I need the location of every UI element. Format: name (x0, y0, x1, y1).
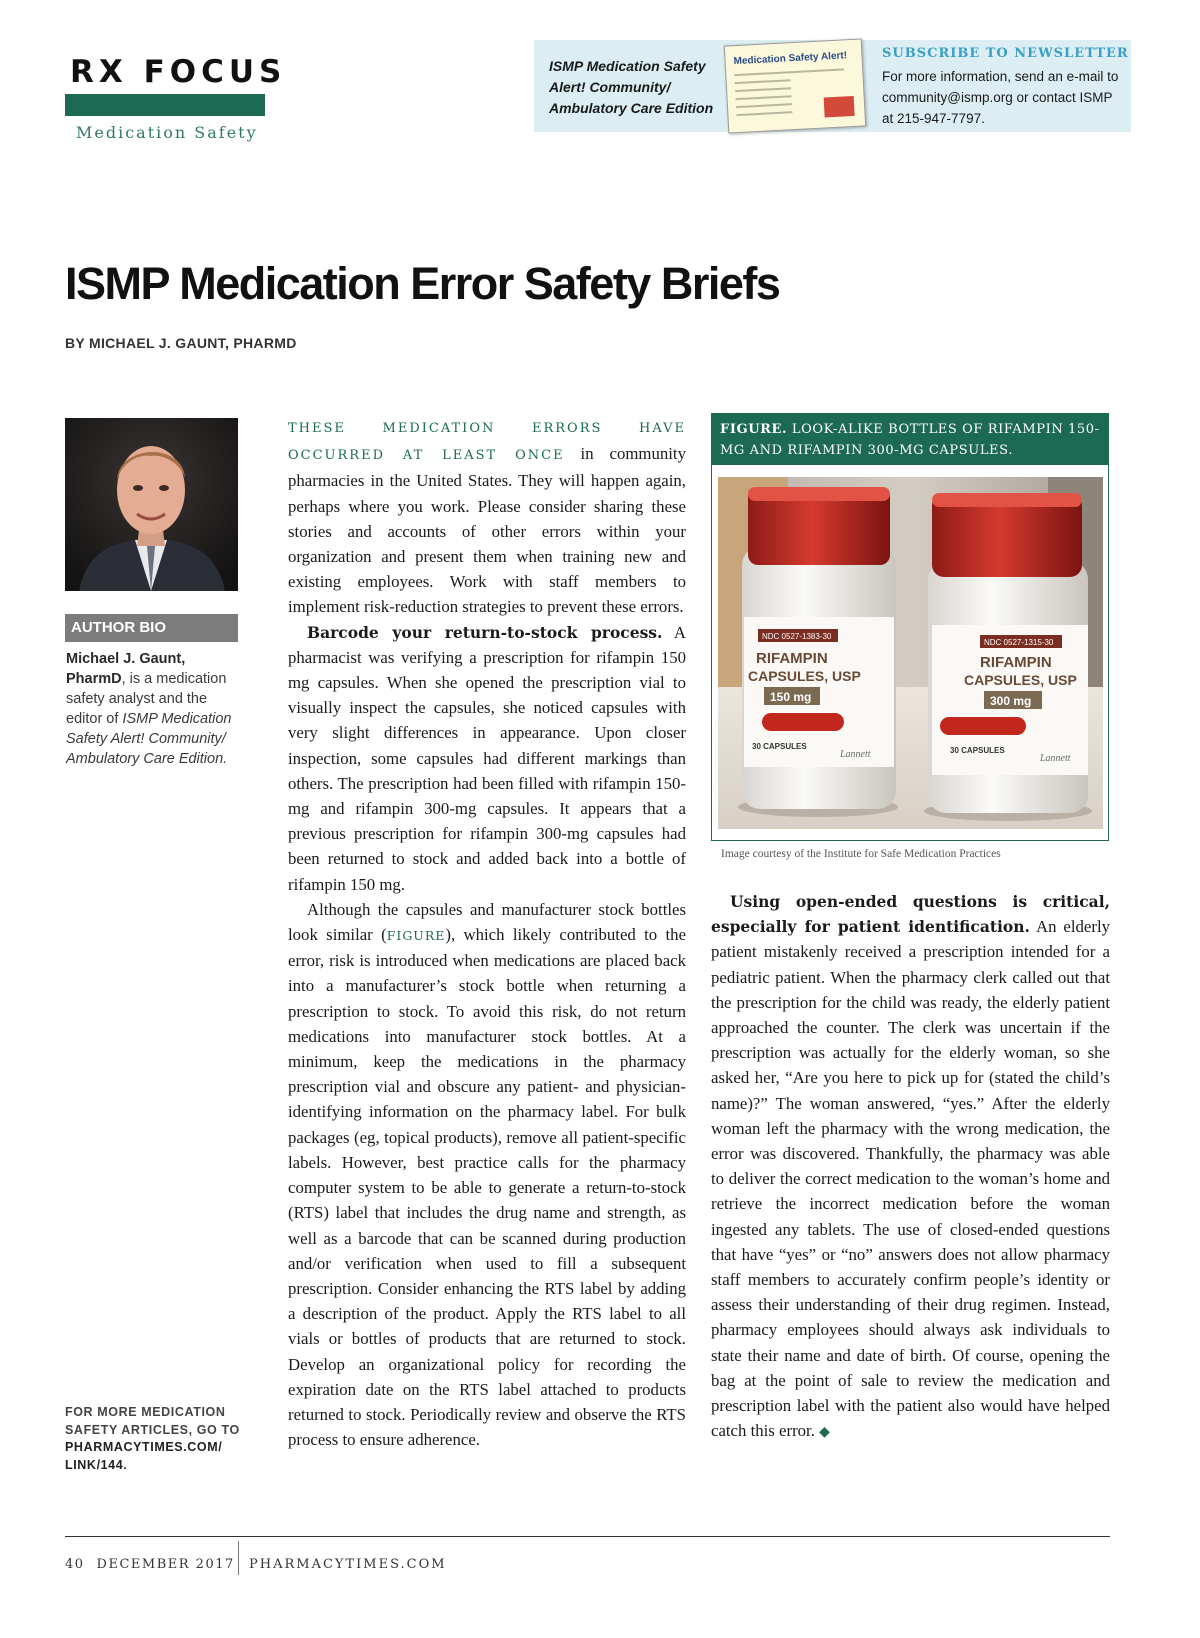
svg-text:300 mg: 300 mg (990, 694, 1032, 708)
barcode-paragraph: Barcode your return-to-stock process. A pharmacist was verifying a prescription for rifampin 150 mg capsules. When she opened the prescription vial to visually inspect the capsules, she noticed capsules with very slight differences in appearance. Upon closer inspection, some capsules had different markings than others. The prescription had been filled with rifampin 150-mg and rifampin 300-mg capsules. It appears that a previous prescription for rifampin 300-mg capsules had been returned to stock and added back into a bottle of rifampin 150 mg. (288, 622, 687, 894)
intro-lead-caps: THESE MEDICATION ERRORS HAVE OCCURRED AT LEAST ONCE (288, 421, 686, 464)
svg-text:30 CAPSULES: 30 CAPSULES (950, 746, 1005, 755)
issue-date: DECEMBER 2017 (96, 1557, 235, 1572)
article-column-1 (288, 414, 686, 1452)
byline: BY MICHAEL J. GAUNT, PHARMD (65, 335, 297, 351)
barcode-subhead: Barcode your return-to-stock process. (307, 622, 663, 642)
promo-title: ISMP Medication Safety Alert! Community/ Ambulatory Care Edition (549, 58, 714, 116)
figure-caption: FIGURE. LOOK-ALIKE BOTTLES OF RIFAMPIN 150-MG AND RIFAMPIN 300-MG CAPSULES. (712, 414, 1108, 465)
newsletter-promo (534, 40, 1131, 132)
section-subtitle: Medication Safety (76, 123, 258, 142)
author-bio-heading: AUTHOR BIO (65, 614, 238, 642)
svg-text:CAPSULES, USP: CAPSULES, USP (964, 672, 1077, 688)
thumbnail-title: Medication Safety Alert! (733, 50, 848, 68)
svg-text:RIFAMPIN: RIFAMPIN (980, 654, 1052, 671)
intro-paragraph: THESE MEDICATION ERRORS HAVE OCCURRED AT LEAST ONCE in community pharmacies in the United States. They will happen again, perhaps where you work. Please consider sharing these stories and accounts of other errors within your organization and present them when training new and existing employees. Work with staff members to implement risk-reduction strategies to prevent these errors. (288, 421, 686, 617)
svg-text:CAPSULES, USP: CAPSULES, USP (748, 668, 861, 684)
subscribe-text: For more information, send an e-mail to community@ismp.org or contact ISMP at 215-947-7797. (882, 69, 1119, 126)
subscribe-heading: SUBSCRIBE TO NEWSLETTER (882, 46, 1129, 61)
page-number: 40 (65, 1557, 85, 1572)
footer-issue (65, 1557, 235, 1572)
footer-divider (238, 1541, 239, 1575)
publication-name: ISMP Medication Safety Alert! Community/ Ambulatory Care Edition. (66, 711, 232, 767)
end-mark-icon: ◆ (819, 1425, 830, 1441)
newsletter-thumbnail (724, 38, 866, 133)
bottle-300mg (924, 493, 1092, 821)
svg-text:30 CAPSULES: 30 CAPSULES (752, 742, 807, 751)
image-credit: Image courtesy of the Institute for Safe Medication Practices (721, 848, 1001, 860)
figure (711, 413, 1109, 841)
section-label: RX FOCUS (70, 54, 287, 90)
article-title: ISMP Medication Error Safety Briefs (65, 258, 780, 309)
rts-paragraph: Although the capsules and manufacturer stock bottles look similar (FIGURE), which likely contributed to the error, risk is introduced when medications are placed back into a manufacturer’s stock bottle when returning a prescription to stock. To avoid this risk, do not return medications into manufacturer stock bottles. At a minimum, keep the medications in the pharmacy prescription vial and obscure any patient- and physician-identifying information on the pharmacy label. For bulk packages (eg, topical products), remove all patient-specific labels. However, best practice calls for the pharmacy computer system to be able to generate a return-to-stock (RTS) label that includes the drug name and strength, as well as a barcode that can be scanned during production and/or verification when used to fill a subsequent prescription. Consider enhancing the RTS label by adding a description of the product. Apply the RTS label to all vials or bottles of products that are returned to stock. Develop an organizational policy for recording the expiration date on the RTS label attached to products returned to stock. Periodically review and observe the RTS process to ensure adherence. (288, 899, 687, 1450)
footer-rule (65, 1536, 1110, 1537)
author-photo (65, 418, 238, 591)
article-column-2 (711, 889, 1110, 1445)
svg-text:Lannett: Lannett (840, 749, 871, 760)
svg-text:RIFAMPIN: RIFAMPIN (756, 650, 828, 667)
author-name: Michael J. Gaunt, PharmD (66, 651, 186, 687)
svg-text:Lannett: Lannett (1040, 753, 1071, 764)
footer-site[interactable]: PHARMACYTIMES.COM (249, 1557, 447, 1572)
more-articles-note: FOR MORE MEDICATION SAFETY ARTICLES, GO TO PHARMACYTIMES.COM/ LINK/144. (65, 1405, 240, 1472)
section-color-bar (65, 94, 265, 116)
bottle-150mg (738, 487, 898, 817)
figure-photo (718, 477, 1103, 829)
author-bio-text: Michael J. Gaunt, PharmD, is a medication safety analyst and the editor of ISMP Medication Safety Alert! Community/ Ambulatory Care Edition. (66, 651, 232, 767)
open-ended-paragraph: Using open-ended questions is critical, especially for patient identification. An elderly patient mistakenly received a prescription intended for a pediatric patient. When the pharmacy clerk called out that the prescription for the child was ready, the elderly patient approached the counter. The clerk was uncertain if the prescription was actually for the elderly woman, so she asked her, “Are you here to pick up for (stated the child’s name)?” The woman answered, “yes.” After the elderly woman left the pharmacy with the wrong medication, the error was discovered. Thankfully, the pharmacy was able to deliver the correct medication to the woman’s home and retrieve the incorrect medication before the woman ingested any tablets. The use of closed-ended questions that have “yes” or “no” answers does not allow pharmacy staff members to accurately confirm people’s identity or assess their understanding of their drug regimen. Instead, pharmacy employees should always ask individuals to state their name and date of birth. Of course, opening the bag at the point of sale to review the medication and prescription label with the patient also would have helped catch this error. ◆ (711, 892, 1110, 1441)
svg-text:NDC 0527-1383-30: NDC 0527-1383-30 (762, 632, 832, 641)
figure-reference[interactable]: FIGURE (386, 928, 446, 944)
svg-text:150 mg: 150 mg (770, 690, 812, 704)
svg-text:NDC 0527-1315-30: NDC 0527-1315-30 (984, 638, 1054, 647)
open-ended-subhead: Using open-ended questions is critical, especially for patient identification. (711, 892, 1110, 937)
more-articles-link[interactable]: PHARMACYTIMES.COM/ LINK/144 (65, 1440, 223, 1472)
